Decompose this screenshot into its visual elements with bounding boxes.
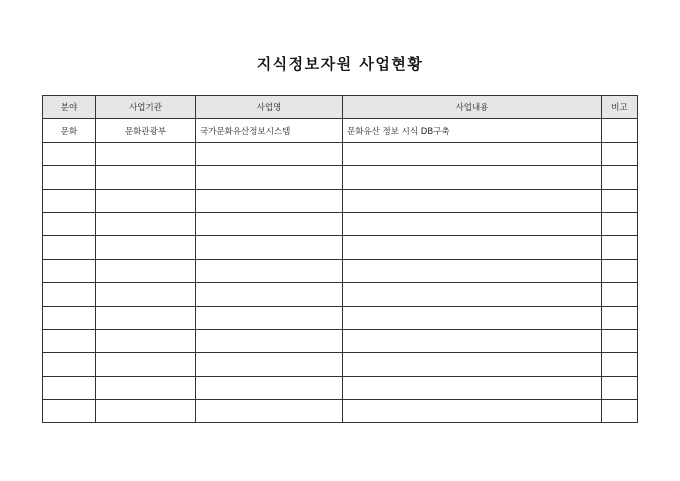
cell-remarks <box>602 306 638 329</box>
cell-project-content <box>343 189 602 212</box>
cell-project-name <box>196 166 343 189</box>
header-agency: 사업기관 <box>96 96 196 119</box>
cell-project-name: 국가문화유산정보시스템 <box>196 119 343 142</box>
cell-project-name <box>196 376 343 399</box>
table-row <box>43 212 638 235</box>
cell-remarks <box>602 142 638 165</box>
cell-project-content <box>343 166 602 189</box>
cell-project-name <box>196 353 343 376</box>
cell-field <box>43 236 96 259</box>
business-status-table <box>42 95 638 423</box>
cell-agency: 문화관광부 <box>96 119 196 142</box>
cell-field <box>43 166 96 189</box>
header-project-content: 사업내용 <box>343 96 602 119</box>
cell-field <box>43 376 96 399</box>
cell-agency <box>96 236 196 259</box>
document-title: 지식정보자원 사업현황 <box>256 55 424 73</box>
cell-project-name <box>196 142 343 165</box>
cell-project-content <box>343 236 602 259</box>
cell-remarks <box>602 236 638 259</box>
cell-project-name <box>196 212 343 235</box>
cell-field <box>43 400 96 423</box>
table-row <box>43 283 638 306</box>
cell-project-content <box>343 376 602 399</box>
cell-project-content: 문화유산 정보 시식 DB구축 <box>343 119 602 142</box>
cell-remarks <box>602 119 638 142</box>
table-row <box>43 236 638 259</box>
cell-field <box>43 329 96 352</box>
cell-agency <box>96 283 196 306</box>
cell-agency <box>96 189 196 212</box>
table-header-row <box>43 96 638 119</box>
cell-agency <box>96 400 196 423</box>
cell-agency <box>96 212 196 235</box>
table-row <box>43 189 638 212</box>
cell-agency <box>96 353 196 376</box>
cell-project-name <box>196 236 343 259</box>
cell-project-content <box>343 400 602 423</box>
table-row <box>43 166 638 189</box>
cell-agency <box>96 142 196 165</box>
cell-project-name <box>196 400 343 423</box>
cell-field <box>43 189 96 212</box>
cell-field <box>43 212 96 235</box>
cell-remarks <box>602 353 638 376</box>
cell-remarks <box>602 400 638 423</box>
cell-remarks <box>602 376 638 399</box>
cell-agency <box>96 259 196 282</box>
cell-project-name <box>196 329 343 352</box>
cell-agency <box>96 166 196 189</box>
cell-project-name <box>196 306 343 329</box>
table-row <box>43 400 638 423</box>
cell-project-content <box>343 259 602 282</box>
cell-field <box>43 306 96 329</box>
header-project-name: 사업명 <box>196 96 343 119</box>
cell-field <box>43 142 96 165</box>
header-remarks: 비고 <box>602 96 638 119</box>
cell-field: 문화 <box>43 119 96 142</box>
cell-field <box>43 283 96 306</box>
cell-project-content <box>343 142 602 165</box>
cell-field <box>43 353 96 376</box>
cell-project-content <box>343 212 602 235</box>
table-row <box>43 142 638 165</box>
table-body <box>43 119 638 423</box>
cell-project-content <box>343 329 602 352</box>
cell-agency <box>96 376 196 399</box>
table-row <box>43 376 638 399</box>
table-row <box>43 259 638 282</box>
table-row <box>43 329 638 352</box>
cell-project-name <box>196 259 343 282</box>
cell-remarks <box>602 166 638 189</box>
cell-field <box>43 259 96 282</box>
cell-remarks <box>602 212 638 235</box>
cell-remarks <box>602 283 638 306</box>
cell-remarks <box>602 329 638 352</box>
cell-project-content <box>343 353 602 376</box>
table-row <box>43 119 638 142</box>
cell-project-content <box>343 283 602 306</box>
cell-remarks <box>602 189 638 212</box>
cell-project-name <box>196 189 343 212</box>
table-row <box>43 353 638 376</box>
header-field: 분야 <box>43 96 96 119</box>
cell-agency <box>96 329 196 352</box>
cell-project-content <box>343 306 602 329</box>
cell-agency <box>96 306 196 329</box>
cell-remarks <box>602 259 638 282</box>
table-row <box>43 306 638 329</box>
cell-project-name <box>196 283 343 306</box>
